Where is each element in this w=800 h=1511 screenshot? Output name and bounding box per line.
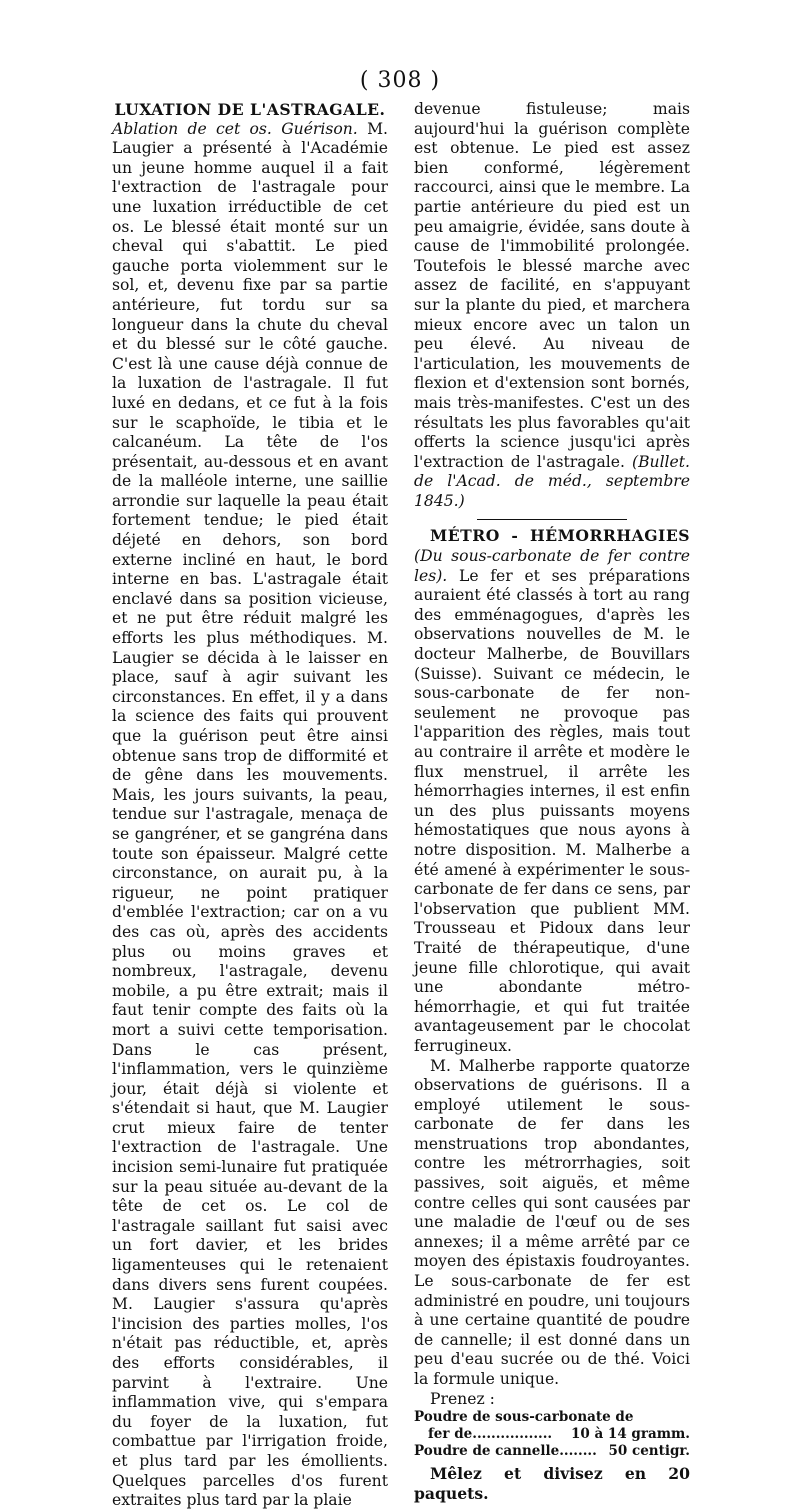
left-column	[112, 100, 388, 1511]
article-metro-body	[414, 526, 690, 1056]
article-subtitle-metro: (Du sous-carbonate de fer contre les).	[414, 547, 690, 585]
page-number: ( 308 )	[359, 68, 441, 93]
article-luxation-continuation	[414, 100, 690, 511]
recipe-item: Poudre de cannelle........	[414, 1443, 597, 1460]
article-metro-body-2: M. Malherbe rapporte quatorze observations de guérisons. Il a employé utilement le sous-carbonate de fer dans les menstruations trop abondantes, contre les métrorrhagies, soit passives, soit aiguës, et même contre celles qui sont causées par une maladie de l'œuf ou de ses annexes; il a même arrêté par ce moyen des épistaxis foudroyantes. Le sous-carbonate de fer est administré en poudre, uni toujours à une certaine quantité de poudre de cannelle; il est donné dans un peu d'eau sucrée ou de thé. Voici la formule unique.	[414, 1056, 690, 1388]
article-source: (Bullet. de l'Acad. de méd., septembre 1845.)	[414, 452, 690, 510]
article-luxation-body	[112, 120, 388, 1511]
recipe-line	[414, 1409, 690, 1426]
closing-line: Mêlez et divisez en 20 paquets.	[414, 1464, 690, 1503]
recipe-amount: 10 à 14 gramm.	[571, 1426, 690, 1443]
article-subtitle-luxation: Ablation de cet os. Guérison.	[112, 119, 358, 138]
recipe-list	[414, 1409, 690, 1460]
recipe-line	[414, 1426, 690, 1443]
recipe-item: fer de.................	[428, 1426, 553, 1443]
recipe-amount: 50 centigr.	[608, 1443, 690, 1460]
right-column	[414, 100, 690, 1503]
article-luxation-text: M. Laugier a présenté à l'Académie un jeune homme auquel il a fait l'extraction de l'astragale pour une luxation irréductible de cet os. Le blessé était monté sur un cheval qui s'abattit. Le pied gauche porta violemment sur le sol, et, devenu fixe par sa partie antérieure, fut tordu sur sa longueur dans la chute du cheval et du blessé sur le côté gauche. C'est là une cause déjà connue de la luxation de l'astragale. Il fut luxé en dedans, et ce fut à la fois sur le scaphoïde, le tibia et le calcanéum. La tête de l'os présentait, au-dessous et en avant de la malléole interne, une saillie arrondie sur laquelle la peau était fortement tendue; le pied était déjeté en dehors, son bord externe incliné en haut, le bord interne en bas. L'astragale était enclavé dans sa position vicieuse, et ne put être réduit malgré les efforts les plus méthodiques. M. Laugier se décida à le laisser en place, sauf à agir suivant les circonstances. En effet, il y a dans la science des faits qui prouvent que la guérison peut être ainsi obtenue sans trop de difformité et de gêne dans les mouvements. Mais, les jours suivants, la peau, tendue sur l'astragale, menaça de se gangréner, et se gangréna dans toute son épaisseur. Malgré cette circonstance, on aurait pu, à la rigueur, ne point pratiquer d'emblée l'extraction; car on a vu des cas où, après des accidents plus ou moins graves et nombreux, l'astragale, devenu mobile, a pu être extrait; mais il faut tenir compte des faits où la mort a suivi cette temporisation. Dans le cas présent, l'inflammation, vers le quinzième jour, était déjà si violente et s'étendait si haut, que M. Laugier crut mieux faire de tenter l'extraction de l'astragale. Une incision semi-lunaire fut pratiquée sur la peau située au-devant de la tête de cet os. Le col de l'astragale saillant fut saisi avec un fort davier, et les brides ligamenteuses qui le retenaient dans divers sens furent coupées. M. Laugier s'assura qu'après l'incision des parties molles, l'os n'était pas réductible, et, après des efforts considérables, il parvint à l'extraire. Une inflammation vive, qui s'empara du foyer de la luxation, fut combattue par l'irrigation froide, et plus tard par les émollients. Quelques parcelles d'os furent extraites plus tard par la plaie	[112, 119, 388, 1510]
prenez-label: Prenez :	[430, 1389, 495, 1408]
recipe-line	[414, 1443, 690, 1460]
divider-rule	[477, 519, 627, 520]
article-title-luxation: LUXATION DE L'ASTRAGALE.	[114, 100, 386, 119]
article-title-metro: MÉTRO - HÉMORRHAGIES	[430, 526, 690, 546]
recipe-item: Poudre de sous-carbonate de	[414, 1409, 634, 1426]
article-metro-text: Le fer et ses préparations auraient été classés à tort au rang des emménagogues, d'après les observations nouvelles de M. le docteur Malherbe, de Bouvillars (Suisse). Suivant ce médecin, le sous-carbonate de fer non-seulement ne provoque pas l'apparition des règles, mais tout au contraire il arrête et modère le flux menstruel, il arrête les hémorrhagies internes, il est enfin un des plus puissants moyens hémostatiques que nous ayons à notre disposition. M. Malherbe a été amené à expérimenter le sous-carbonate de fer dans ce sens, par l'observation que publient MM. Trousseau et Pidoux dans leur Traité de thérapeutique, d'une jeune fille chlorotique, qui avait une abondante métro-hémorrhagie, et qui fut traitée avantageusement par le chocolat ferrugineux.	[414, 566, 690, 1055]
article-luxation-text-2: devenue fistuleuse; mais aujourd'hui la guérison complète est obtenue. Le pied est assez bien conformé, légèrement raccourci, ainsi que le membre. La partie antérieure du pied est un peu amaigrie, évidée, sans doute à cause de l'immobilité prolongée. Toutefois le blessé marche avec assez de facilité, en s'appuyant sur la plante du pied, et marchera mieux encore avec un talon un peu élevé. Au niveau de l'articulation, les mouvements de flexion et d'extension sont bornés, mais très-manifestes. C'est un des résultats les plus favorables qu'ait offerts la science jusqu'ici après l'extraction de l'astragale.	[414, 100, 690, 471]
